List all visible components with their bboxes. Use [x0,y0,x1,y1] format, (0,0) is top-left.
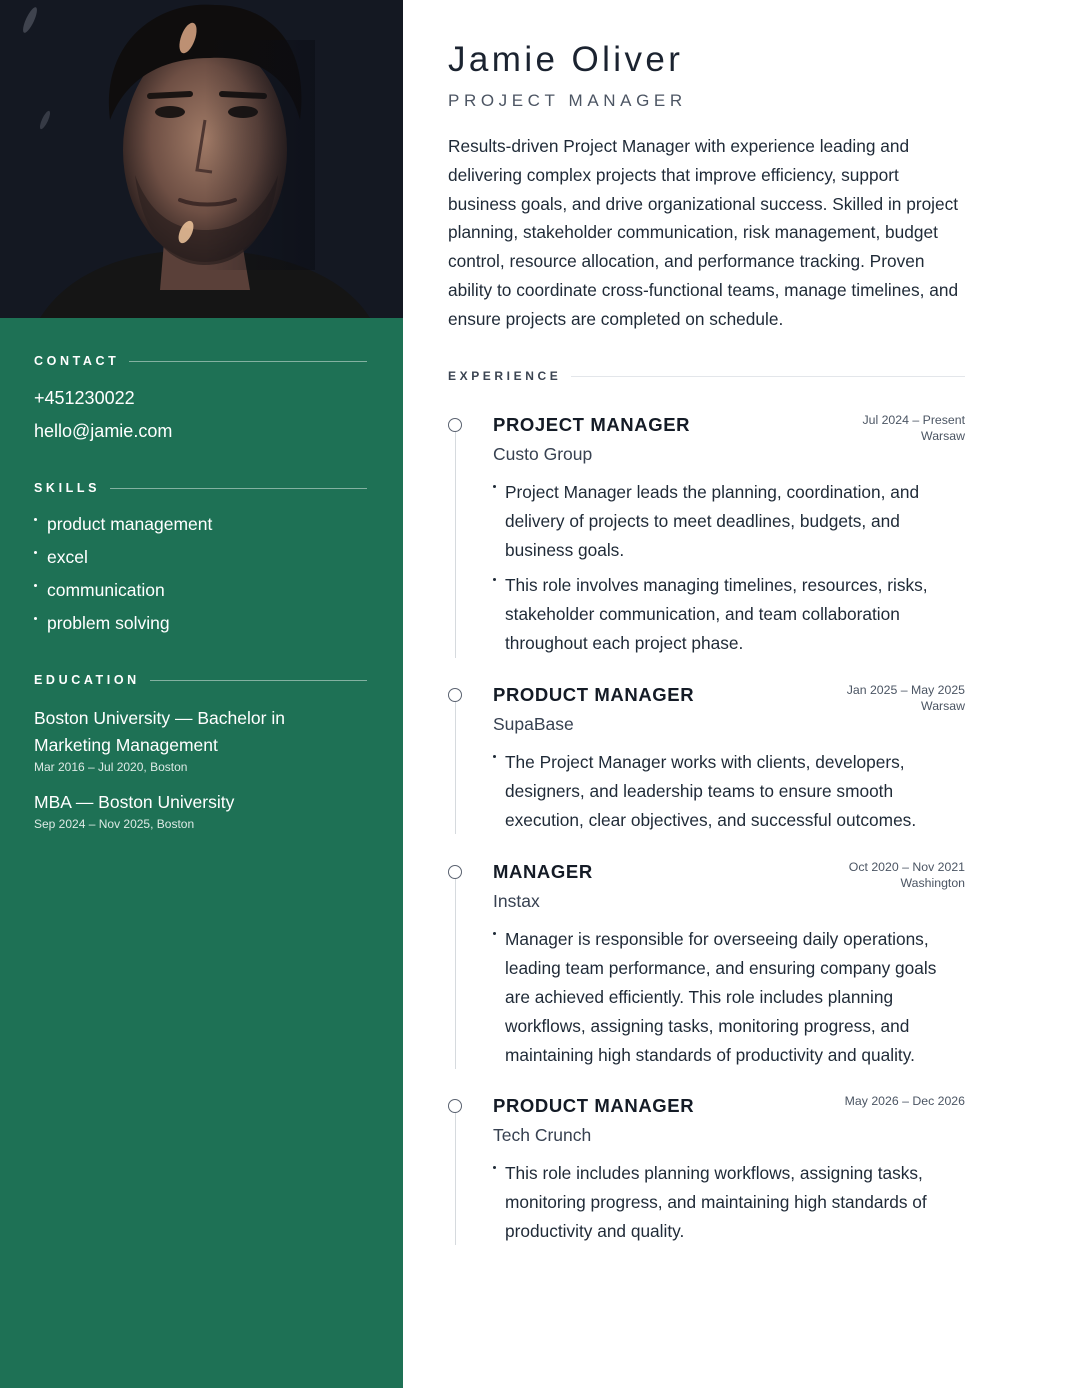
job-bullet: The Project Manager works with clients, developers, designers, and leadership teams to ensure smooth execution, clear objectives, and successful outcomes. [493,748,953,835]
job-dates: Oct 2020 – Nov 2021 Washington [848,860,965,890]
education-meta: Mar 2016 – Jul 2020, Boston [34,760,188,774]
job-title: MANAGER [493,861,593,882]
skill-item: excel [34,541,367,574]
candidate-role: PROJECT MANAGER [448,91,687,110]
timeline-dot [448,1099,462,1113]
job-bullets [493,478,953,664]
education-section [34,673,367,846]
job-bullet: Manager is responsible for overseeing daily operations, leading team performance, and ensuring company goals are achieved efficiently. This role includes planning workflows, assigning tasks, monitoring progress, and maintaining high standards of productivity and quality. [493,925,953,1070]
candidate-name: Jamie Oliver [448,40,684,79]
profile-summary: Results-driven Project Manager with experience leading and delivering complex projects that improve efficiency, support business goals, and drive organizational success. Skilled in project planning, stakeholder communication, risk management, budget control, resource allocation, and performance tracking. Proven ability to coordinate cross-functional teams, manage timelines, and ensure projects are completed on schedule. [448,136,959,329]
timeline-dot [448,418,462,432]
profile-photo [0,0,403,318]
job-company: Instax [493,891,540,911]
divider [110,488,367,489]
divider [571,376,965,377]
job-bullet: This role involves managing timelines, resources, risks, stakeholder communication, and team collaboration throughout each project phase. [493,571,953,658]
email-address[interactable]: hello@jamie.com [34,421,173,441]
experience-heading: EXPERIENCE [448,369,965,383]
job-location: Warsaw [921,429,965,443]
skills-heading: SKILLS [34,481,367,495]
job-company: SupaBase [493,714,574,734]
timeline-dot [448,865,462,879]
contact-section [34,354,367,448]
skills-section [34,481,367,640]
job-location: Washington [900,876,965,890]
timeline-line [455,702,456,834]
job-bullets [493,1159,953,1252]
timeline-line [455,1113,456,1245]
job-title: PRODUCT MANAGER [493,1095,695,1116]
contact-heading: CONTACT [34,354,367,368]
divider [150,680,367,681]
skill-item: problem solving [34,607,367,640]
job-title: PROJECT MANAGER [493,414,691,435]
job-location: Warsaw [921,699,965,713]
skill-item: communication [34,574,367,607]
job-dates: May 2026 – Dec 2026 [844,1094,965,1108]
job-bullets [493,925,953,1076]
sidebar [0,0,403,1388]
job-dates: Jul 2024 – Present Warsaw [862,413,965,443]
education-title: Boston University — Bachelor in Marketing Management [34,708,285,755]
job-dates: Jan 2025 – May 2025 Warsaw [846,683,965,713]
job-company: Custo Group [493,444,593,464]
timeline-line [455,432,456,658]
phone-number[interactable]: +451230022 [34,388,135,408]
job-company: Tech Crunch [493,1125,592,1145]
education-heading: EDUCATION [34,673,367,687]
job-title: PRODUCT MANAGER [493,684,695,705]
timeline-line [455,879,456,1069]
job-bullet: Project Manager leads the planning, coordination, and delivery of projects to meet deadlines, budgets, and business goals. [493,478,953,565]
divider [129,361,367,362]
portrait-image [0,0,403,318]
job-bullet: This role includes planning workflows, assigning tasks, monitoring progress, and maintaining high standards of productivity and quality. [493,1159,953,1246]
skill-item: product management [34,508,367,541]
timeline-dot [448,688,462,702]
education-title: MBA — Boston University [34,792,235,812]
education-meta: Sep 2024 – Nov 2025, Boston [34,817,195,831]
job-bullets [493,748,953,841]
